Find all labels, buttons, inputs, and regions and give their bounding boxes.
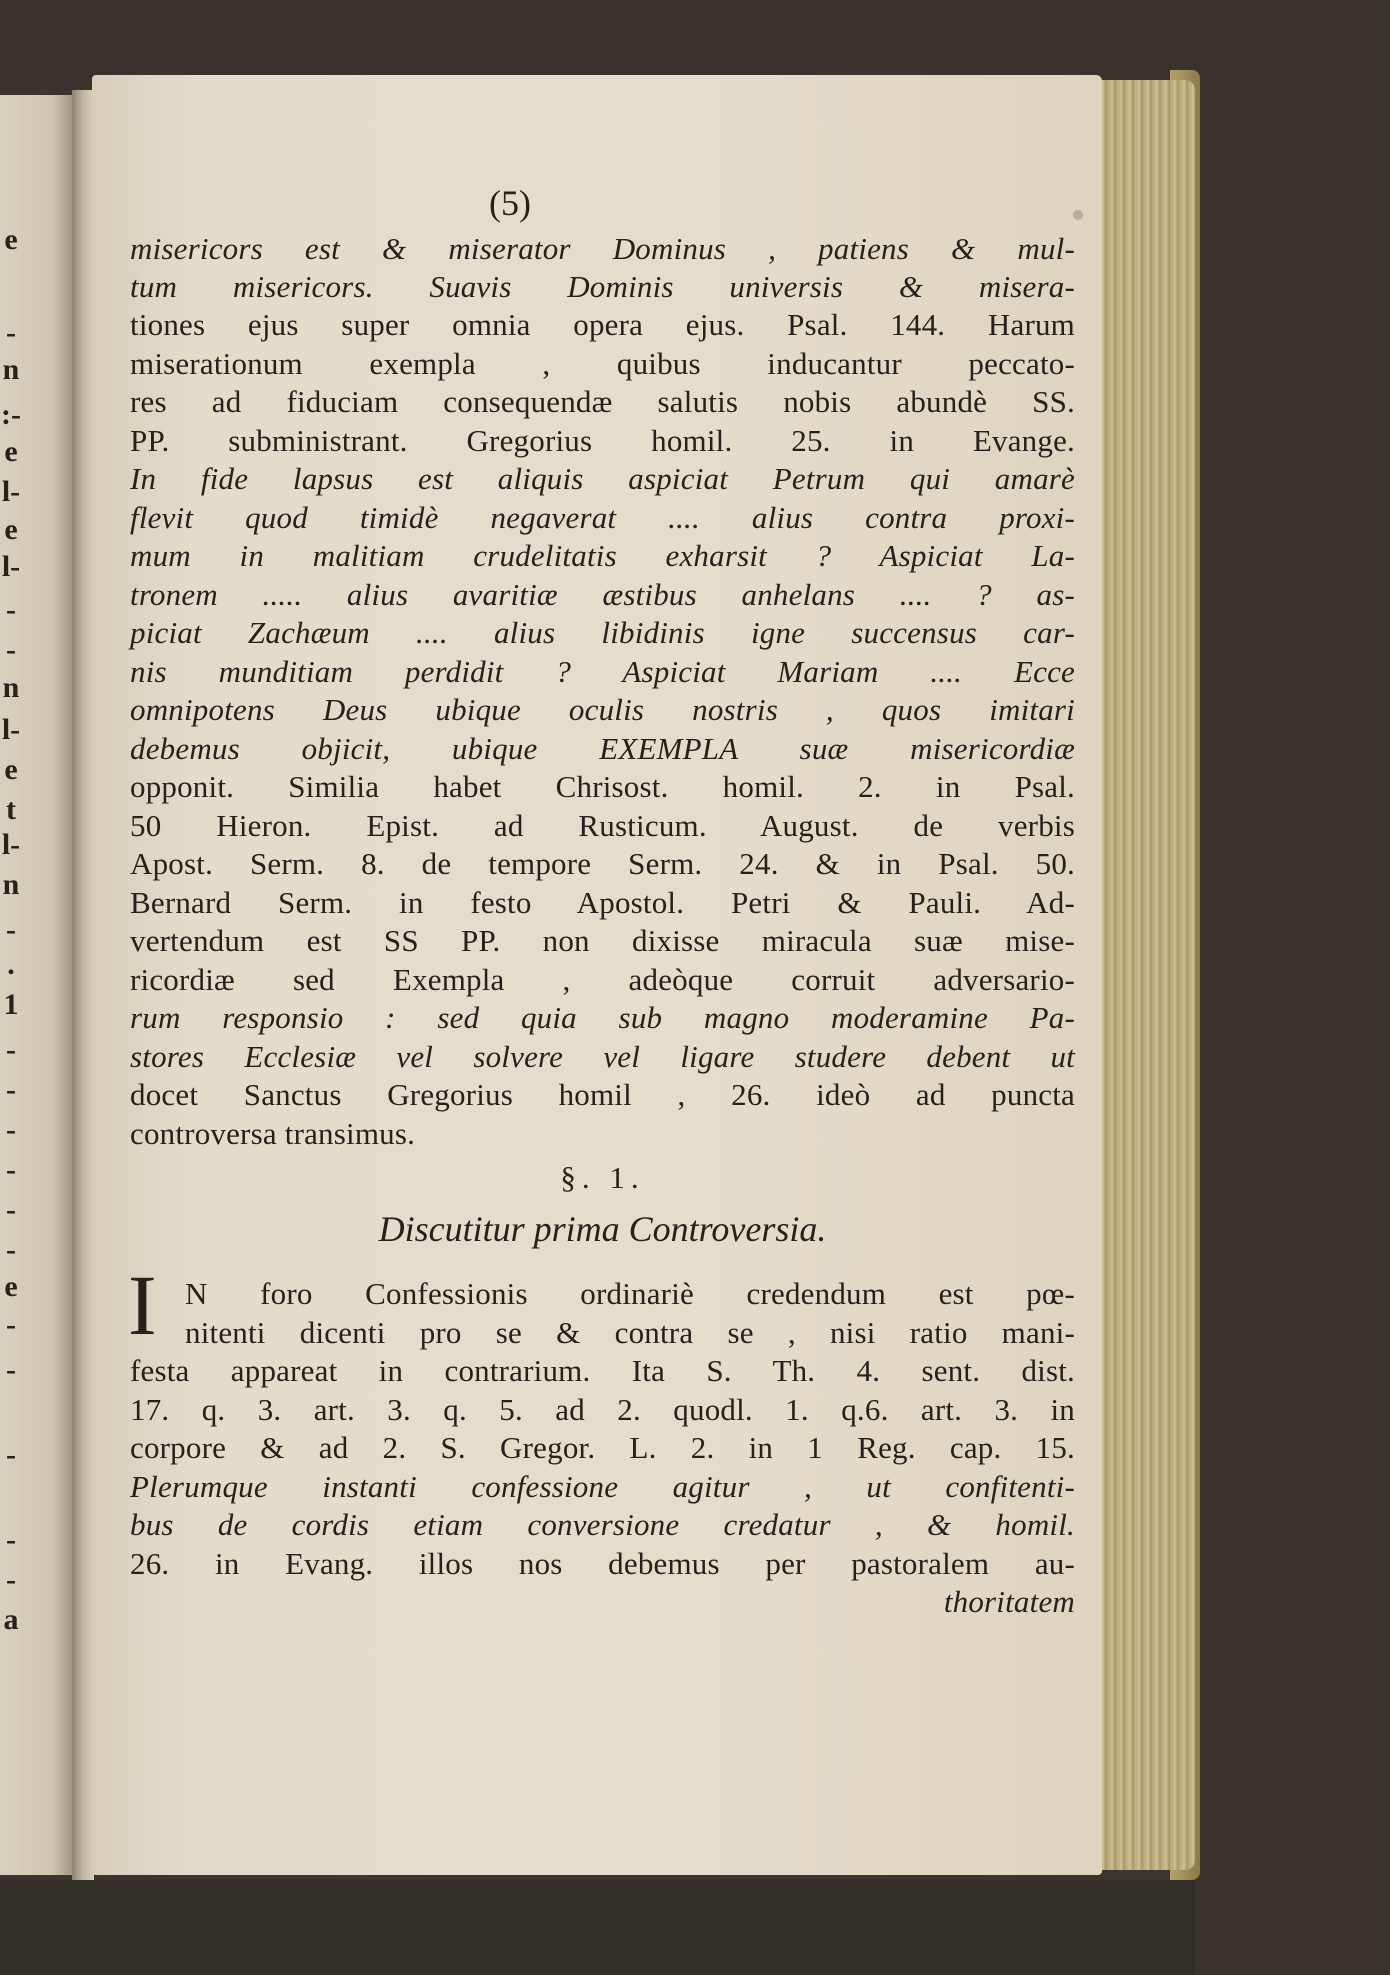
margin-fragment: -	[6, 1523, 16, 1556]
page-stack-edge	[1100, 80, 1195, 1870]
text-line: ricordiæ sed Exempla , adeòque corruit adversario-	[130, 962, 1075, 997]
text-line: res ad fiduciam consequendæ salutis nobis abundè SS.	[130, 384, 1075, 419]
margin-fragment: -	[6, 1073, 16, 1106]
text-line: nis munditiam perdidit ? Aspiciat Mariam .... Ecce	[130, 654, 1075, 689]
text-line: In fide lapsus est aliquis aspiciat Petrum qui amarè	[130, 461, 1075, 496]
text-line: nitenti dicenti pro se & contra se , nisi ratio mani-	[185, 1315, 1075, 1350]
scan-background-bottom	[0, 1880, 1390, 1975]
margin-fragment: l-	[1, 828, 21, 861]
text-line: tiones ejus super omnia opera ejus. Psal. 144. Harum	[130, 307, 1075, 342]
drop-capital: I	[128, 1257, 157, 1353]
catchword: thoritatem	[943, 1584, 1075, 1619]
text-line: bus de cordis etiam conversione credatur , & homil.	[130, 1507, 1075, 1542]
margin-fragment: -	[6, 1563, 16, 1596]
text-line: 17. q. 3. art. 3. q. 5. ad 2. quodl. 1. q.6. art. 3. in	[130, 1392, 1075, 1427]
margin-fragment: l-	[1, 713, 21, 746]
text-line: 26. in Evang. illos nos debemus per pastoralem au-	[130, 1546, 1075, 1581]
text-line: tum misericors. Suavis Dominis universis & misera-	[130, 269, 1075, 304]
margin-fragment: e	[4, 223, 18, 256]
margin-fragment: a	[3, 1603, 19, 1636]
margin-fragment: -	[6, 1033, 16, 1066]
text-line: PP. subministrant. Gregorius homil. 25. in Evange.	[130, 423, 1075, 458]
scan-background-right	[1195, 0, 1390, 1975]
text-line: Plerumque instanti confessione agitur , ut confitenti-	[130, 1469, 1075, 1504]
margin-fragment: -	[6, 1308, 16, 1341]
margin-fragment: l-	[1, 550, 21, 583]
section-title: Discutitur prima Controversia.	[378, 1209, 827, 1249]
margin-fragment: -	[6, 316, 16, 349]
text-line: omnipotens Deus ubique oculis nostris , quos imitari	[130, 692, 1075, 727]
text-line: mum in malitiam crudelitatis exharsit ? Aspiciat La-	[130, 538, 1075, 573]
text-line: vertendum est SS PP. non dixisse miracula suæ mise-	[130, 923, 1075, 958]
text-line: miserationum exempla , quibus inducantur peccato-	[130, 346, 1075, 381]
text-line: Bernard Serm. in festo Apostol. Petri & Pauli. Ad-	[130, 885, 1075, 920]
margin-fragment: t	[6, 793, 16, 826]
page-number: (5)	[489, 183, 531, 223]
text-line: corpore & ad 2. S. Gregor. L. 2. in 1 Reg. cap. 15.	[130, 1430, 1075, 1465]
text-line: N foro Confessionis ordinariè credendum est pœ-	[185, 1276, 1075, 1311]
margin-fragment: -	[6, 1438, 16, 1471]
text-line: flevit quod timidè negaverat .... alius contra proxi-	[130, 500, 1075, 535]
margin-fragment: -	[6, 1353, 16, 1386]
text-line: 50 Hieron. Epist. ad Rusticum. August. de verbis	[130, 808, 1075, 843]
text-line: Apost. Serm. 8. de tempore Serm. 24. & in Psal. 50.	[130, 846, 1075, 881]
book-gutter	[72, 90, 94, 1880]
text-line: misericors est & miserator Dominus , patiens & mul-	[130, 231, 1075, 266]
margin-fragment: e	[4, 1270, 18, 1303]
margin-fragment: 1	[3, 988, 19, 1021]
margin-fragment: -	[6, 1113, 16, 1146]
text-line: docet Sanctus Gregorius homil , 26. ideò ad puncta	[130, 1077, 1075, 1112]
margin-fragment: e	[4, 513, 18, 546]
margin-fragment: e	[4, 753, 18, 786]
text-line: debemus objicit, ubique EXEMPLA suæ misericordiæ	[130, 731, 1075, 766]
margin-fragment: n	[2, 353, 20, 386]
margin-fragment: -	[6, 913, 16, 946]
text-line: piciat Zachæum .... alius libidinis igne succensus car-	[130, 615, 1075, 650]
text-line: opponit. Similia habet Chrisost. homil. 2. in Psal.	[130, 769, 1075, 804]
paper-spot	[1073, 210, 1083, 220]
section-mark: §. 1.	[560, 1160, 645, 1195]
text-line: controversa transimus.	[130, 1116, 416, 1151]
margin-fragment: -	[6, 593, 16, 626]
margin-fragment: :-	[1, 398, 21, 431]
margin-fragment: n	[2, 671, 20, 704]
text-line: rum responsio : sed quia sub magno moderamine Pa-	[130, 1000, 1075, 1035]
text-line: stores Ecclesiæ vel solvere vel ligare studere debent ut	[130, 1039, 1075, 1074]
margin-fragment: l-	[1, 475, 21, 508]
margin-fragment: -	[6, 1193, 16, 1226]
margin-fragment: -	[6, 1233, 16, 1266]
margin-fragment: e	[4, 435, 18, 468]
text-line: festa appareat in contrarium. Ita S. Th. 4. sent. dist.	[130, 1353, 1075, 1388]
text-line: tronem ..... alius avaritiæ æstibus anhelans .... ? as-	[130, 577, 1075, 612]
margin-fragment: .	[7, 948, 15, 981]
margin-fragment: -	[6, 633, 16, 666]
margin-fragment: -	[6, 1153, 16, 1186]
margin-fragment: n	[2, 868, 20, 901]
